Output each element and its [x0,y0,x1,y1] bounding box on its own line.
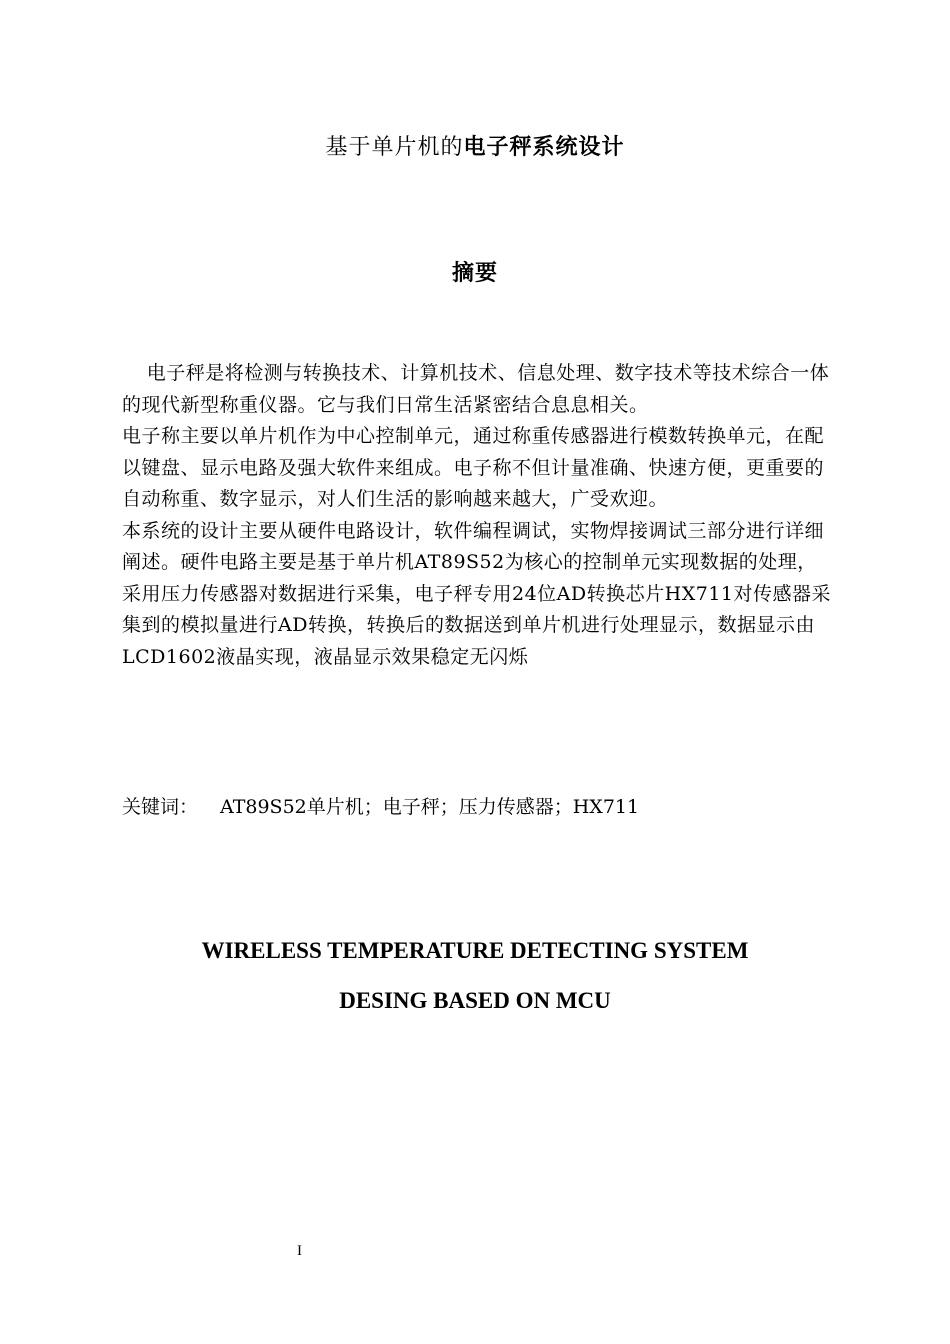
chinese-title-normal: 基于单片机的 [325,135,464,160]
abstract-paragraph: 电子秤是将检测与转换技术、计算机技术、信息处理、数字技术等技术综合一体的现代新型称重仪器。它与我们日常生活紧密结合息息相关。 [122,362,830,416]
abstract-body [122,358,834,673]
keywords-value: AT89S52单片机；电子秤；压力传感器；HX711 [220,796,640,818]
chinese-title [0,132,950,164]
english-title [0,926,950,1026]
english-title-line-2: DESING BASED ON MCU [339,988,611,1013]
keywords-line [122,792,834,824]
abstract-paragraph: 本系统的设计主要从硬件电路设计，软件编程调试，实物焊接调试三部分进行详细阐述。硬件电路主要是基于单片机AT89S52为核心的控制单元实现数据的处理，采用压力传感器对数据进行采集，电子秤专用24位AD转换芯片HX711对传感器采集到的模拟量进行AD转换，转换后的数据送到单片机进行处理显示，数据显示由LCD1602液晶实现，液晶显示效果稳定无闪烁 [122,519,831,668]
abstract-paragraph: 电子称主要以单片机作为中心控制单元，通过称重传感器进行模数转换单元，在配以键盘、显示电路及强大软件来组成。电子称不但计量准确、快速方便，更重要的自动称重、数字显示，对人们生活的影响越来越大，广受欢迎。 [122,425,825,510]
keywords-label: 关键词： [122,796,199,818]
abstract-heading: 摘要 [451,261,498,286]
page-number: I [297,1243,302,1259]
chinese-title-bold: 电子秤系统设计 [463,135,625,160]
english-title-line-1: WIRELESS TEMPERATURE DETECTING SYSTEM [201,938,749,963]
